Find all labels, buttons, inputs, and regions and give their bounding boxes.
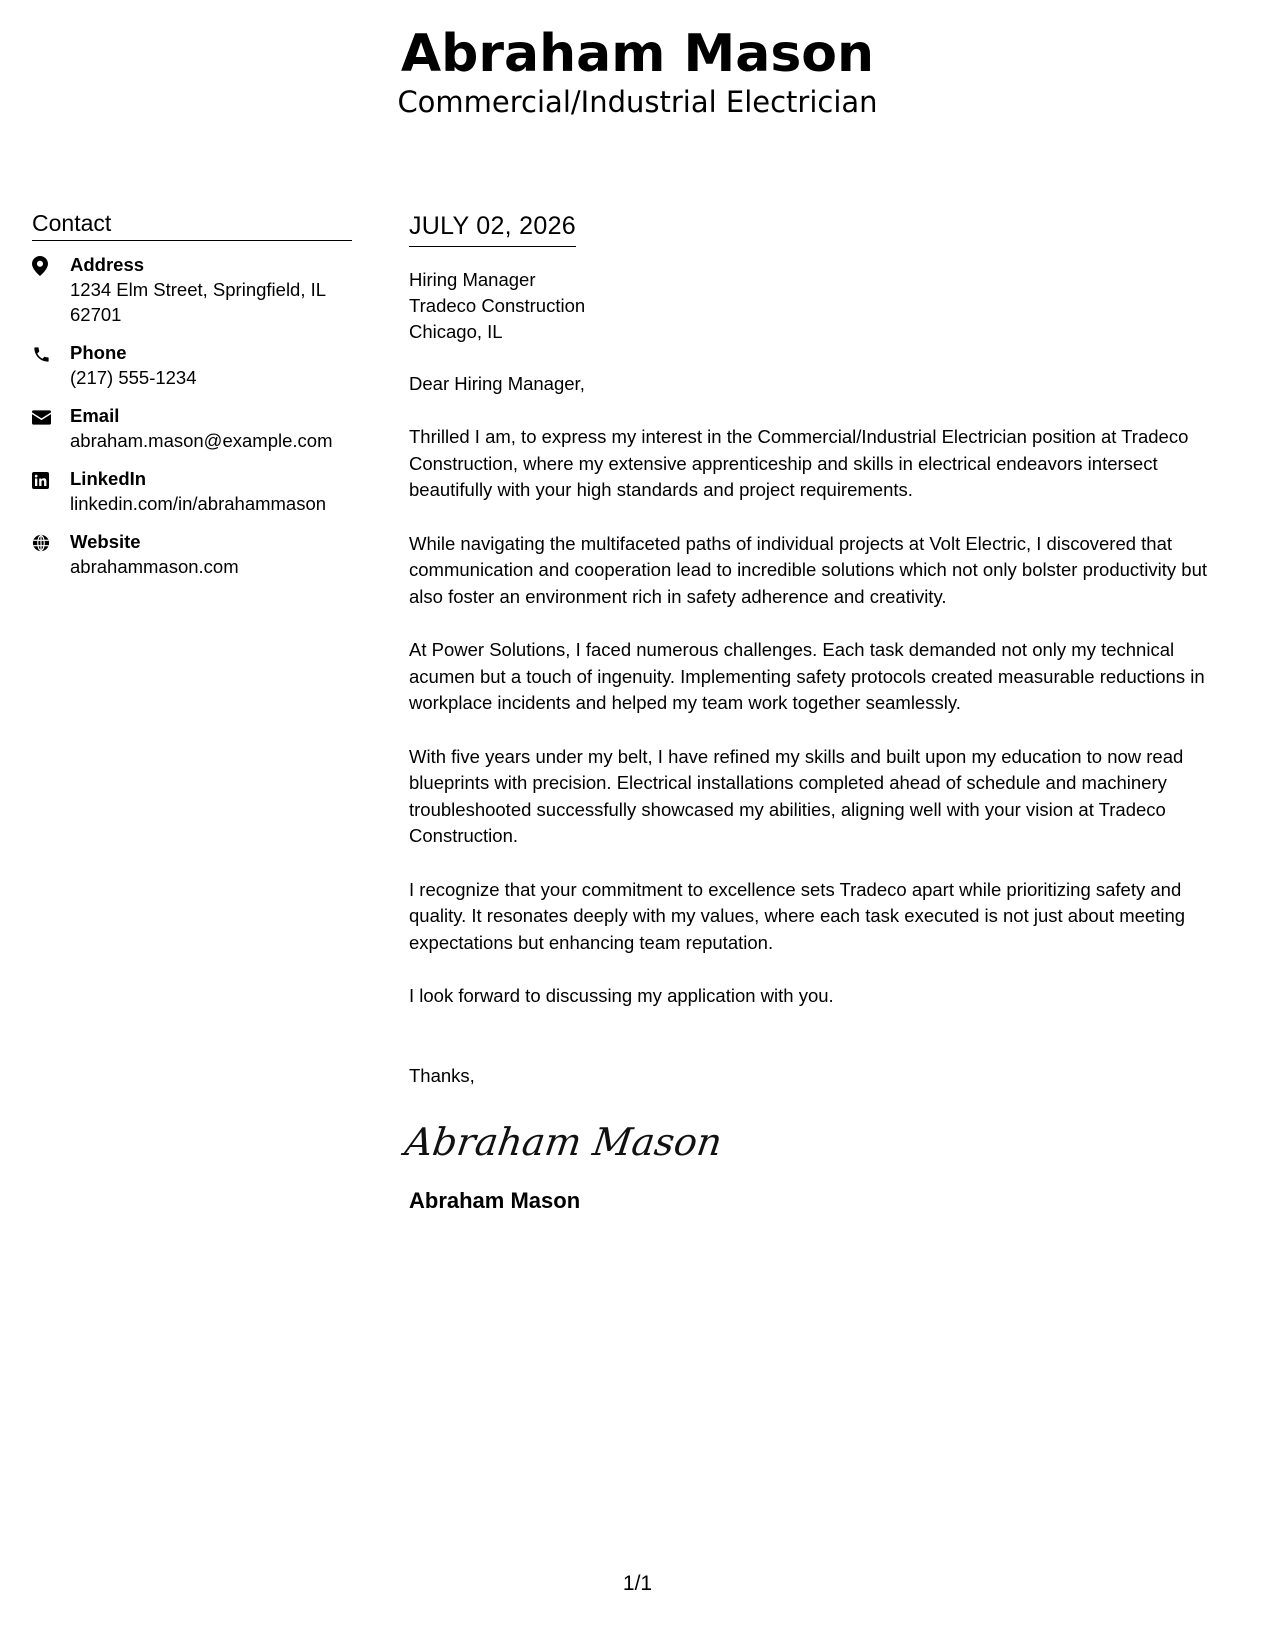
phone-icon <box>32 343 54 365</box>
linkedin-value: linkedin.com/in/abrahammason <box>70 493 327 514</box>
map-pin-icon <box>32 255 54 277</box>
address-value: 1234 Elm Street, Springfield, IL 62701 <box>70 279 326 325</box>
globe-icon <box>32 532 54 554</box>
website-value: abrahammason.com <box>70 556 239 577</box>
applicant-name: Abraham Mason <box>400 24 875 84</box>
recipient-block <box>409 267 1239 345</box>
letter-paragraph: I look forward to discussing my application with you. <box>409 985 834 1006</box>
letter-body <box>402 210 1239 1215</box>
letter-paragraph: While navigating the multifaceted paths of individual projects at Volt Electric, I discovered that communication and cooperation lead to incredible solutions which not only bolster productivity but also foster an environment rich in safety adherence and creativity. <box>409 532 1208 607</box>
contact-item-phone <box>32 341 352 390</box>
recipient-line: Tradeco Construction <box>409 295 586 316</box>
contact-item-address <box>32 253 352 327</box>
contact-sidebar <box>32 208 352 593</box>
linkedin-icon <box>32 469 54 491</box>
contact-item-website <box>32 530 352 579</box>
contact-label: Phone <box>70 342 127 363</box>
contact-label: Website <box>70 531 141 552</box>
applicant-title: Commercial/Industrial Electrician <box>397 85 878 119</box>
contact-label: Address <box>70 254 145 275</box>
phone-value: (217) 555-1234 <box>70 367 197 388</box>
signoff-name: Abraham Mason <box>409 1187 581 1213</box>
letter-date: JULY 02, 2026 <box>409 210 576 247</box>
svg-text:Abraham Mason: Abraham Mason <box>402 1120 725 1165</box>
letter-paragraph: At Power Solutions, I faced numerous challenges. Each task demanded not only my technical acumen but a touch of ingenuity. Implementing safety protocols created measurable reductions in workplace incidents and helped my team work together seamlessly. <box>409 639 1205 713</box>
contact-item-linkedin <box>32 467 352 516</box>
letter-greeting: Dear Hiring Manager, <box>409 373 585 394</box>
letter-paragraph: Thrilled I am, to express my interest in the Commercial/Industrial Electrician position at Tradeco Construction, where my extensive apprenticeship and skills in electrical endeavors intersect beautifully with your high standards and project requirements. <box>409 426 1189 500</box>
letter-header <box>0 22 1275 120</box>
contact-label: LinkedIn <box>70 468 147 489</box>
contact-label: Email <box>70 405 120 426</box>
recipient-line: Hiring Manager <box>409 269 536 290</box>
contact-heading: Contact <box>32 208 352 241</box>
contact-item-email <box>32 404 352 453</box>
letter-paragraph: With five years under my belt, I have refined my skills and built upon my education to now read blueprints with precision. Electrical installations completed ahead of schedule and machinery troubleshooted successfully showcased my abilities, aligning well with your vision at Tradeco Construction. <box>409 745 1184 846</box>
email-value: abraham.mason@example.com <box>70 430 333 451</box>
letter-paragraph: I recognize that your commitment to excellence sets Tradeco apart while prioritizing safety and quality. It resonates deeply with my values, where each task executed is not just about meeting expectations but enhancing team reputation. <box>409 878 1186 953</box>
letter-closing: Thanks, <box>409 1064 475 1086</box>
recipient-line: Chicago, IL <box>409 321 503 342</box>
envelope-icon <box>32 406 54 428</box>
page-number: 1/1 <box>622 1572 653 1595</box>
handwritten-signature <box>402 1117 1239 1167</box>
